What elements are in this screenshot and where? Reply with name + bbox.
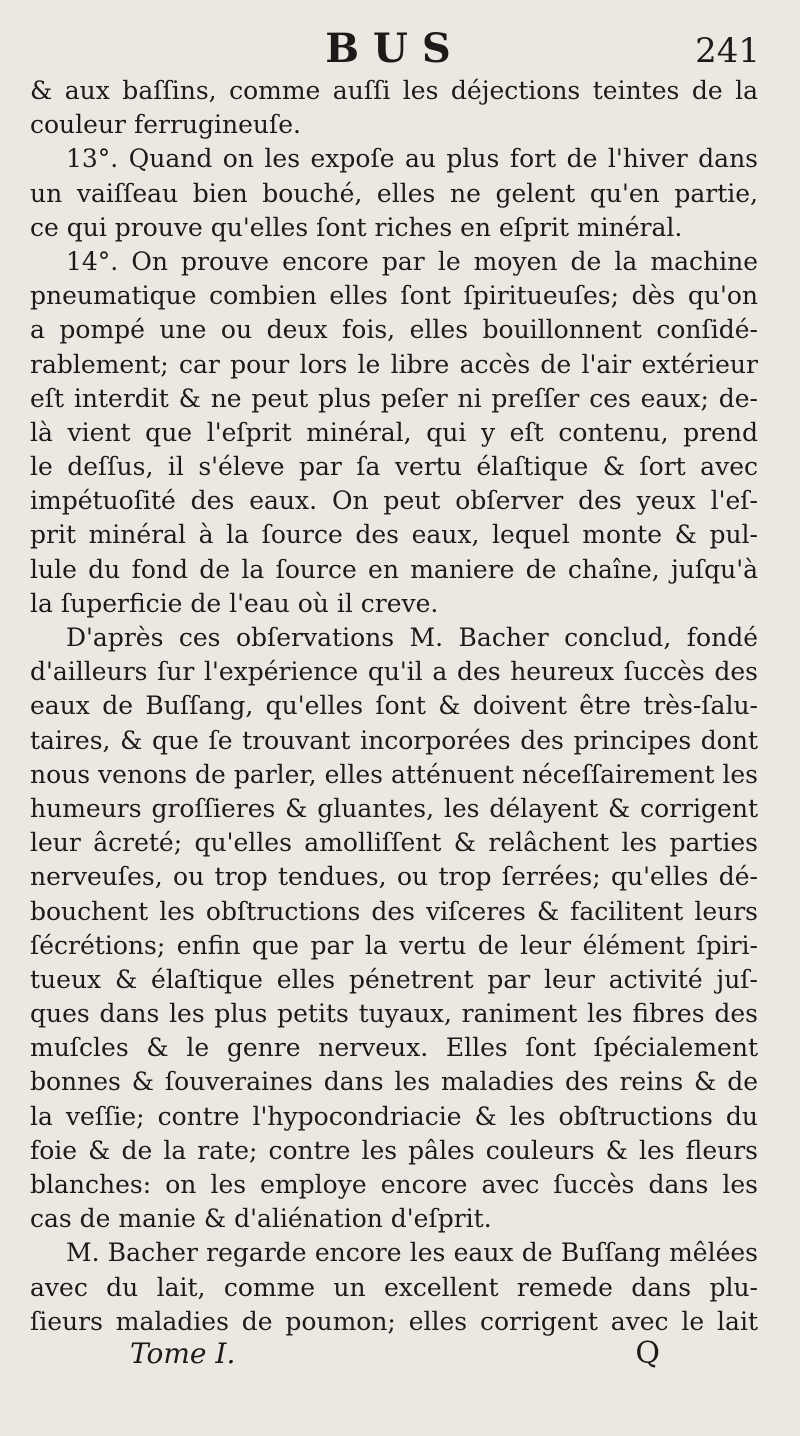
text-line: muſcles & le genre nerveux. Elles ſont ſpécialement (30, 1033, 758, 1063)
text-line: bouchent les obſtructions des viſceres & facilitent leurs (30, 896, 758, 926)
text-line: la veſſie; contre l'hypocondriacie & les obſtructions du (30, 1101, 758, 1131)
text-line: a pompé une ou deux fois, elles bouillonnent conſidé- (30, 315, 758, 345)
text-line: ce qui prouve qu'elles ſont riches en eſprit minéral. (30, 212, 683, 242)
text-line: 14°. On prouve encore par le moyen de la machine (66, 246, 758, 276)
text-line: nerveuſes, ou trop tendues, ou trop ſerrées; qu'elles dé- (30, 862, 758, 892)
text-line: avec du lait, comme un excellent remede dans plu- (30, 1272, 758, 1302)
text-line: ques dans les plus petits tuyaux, raniment les fibres des (30, 999, 758, 1029)
page-footer (130, 1334, 660, 1374)
text-line: leur âcreté; qu'elles amolliſſent & relâchent les parties (30, 828, 758, 858)
text-line: un vaiſſeau bien bouché, elles ne gelent qu'en partie, (30, 178, 758, 208)
text-line: tueux & élaſtique elles pénetrent par leur activité juſ- (30, 964, 758, 994)
text-line: blanches: on les employe encore avec ſuccès dans les (30, 1170, 758, 1199)
body-text (30, 74, 758, 1339)
signature-mark: Q (635, 1336, 660, 1371)
text-line: nous venons de parler, elles atténuent néceſſairement les (30, 759, 758, 789)
text-line: rablement; car pour lors le libre accès de l'air extérieur (30, 349, 758, 379)
text-line: eaux de Buſſang, qu'elles ſont & doivent être très-ſalu- (30, 691, 758, 721)
text-line: cas de manie & d'aliénation d'eſprit. (30, 1204, 492, 1234)
text-line: foie & de la rate; contre les pâles couleurs & les fleurs (30, 1135, 758, 1165)
text-line: 13°. Quand on les expoſe au plus fort de l'hiver dans (66, 144, 758, 174)
text-line: d'ailleurs ſur l'expérience qu'il a des heureux ſuccès des (30, 657, 758, 687)
text-line: bonnes & ſouveraines dans les maladies des reins & de (30, 1067, 758, 1097)
volume-signature: Tome I. (130, 1337, 236, 1370)
text-line: couleur ferrugineuſe. (30, 110, 301, 140)
text-line: taires, & que ſe trouvant incorporées des principes dont (30, 725, 758, 755)
text-line: lule du fond de la ſource en maniere de chaîne, juſqu'à (30, 554, 758, 584)
text-line: ſieurs maladies de poumon; elles corrigent avec le lait (30, 1306, 758, 1336)
text-line: là vient que l'eſprit minéral, qui y eſt contenu, prend (30, 417, 758, 447)
text-line: eſt interdit & ne peut plus peſer ni preſſer ces eaux; de- (30, 383, 758, 413)
page-number: 241 (695, 31, 760, 71)
text-line: la ſuperficie de l'eau où il creve. (30, 588, 439, 618)
text-line: & aux baſſins, comme auſſi les déjections teintes de la (30, 76, 758, 105)
text-line: D'après ces obſervations M. Bacher conclud, fondé (66, 623, 758, 652)
text-line: ſécrétions; enfin que par la vertu de leur élément ſpiri- (30, 930, 758, 960)
text-line: impétuoſité des eaux. On peut obſerver des yeux l'eſ- (30, 486, 758, 516)
running-title: BUS (325, 25, 465, 72)
text-line: le deſſus, il s'éleve par ſa vertu élaſtique & ſort avec (30, 452, 758, 482)
text-line: prit minéral à la ſource des eaux, lequel monte & pul- (30, 520, 758, 550)
page-header (30, 22, 760, 76)
text-line: pneumatique combien elles ſont ſpiritueuſes; dès qu'on (30, 281, 758, 311)
text-line: M. Bacher regarde encore les eaux de Buſſang mêlées (66, 1238, 758, 1268)
text-line: humeurs groſſieres & gluantes, les délayent & corrigent (30, 793, 758, 823)
